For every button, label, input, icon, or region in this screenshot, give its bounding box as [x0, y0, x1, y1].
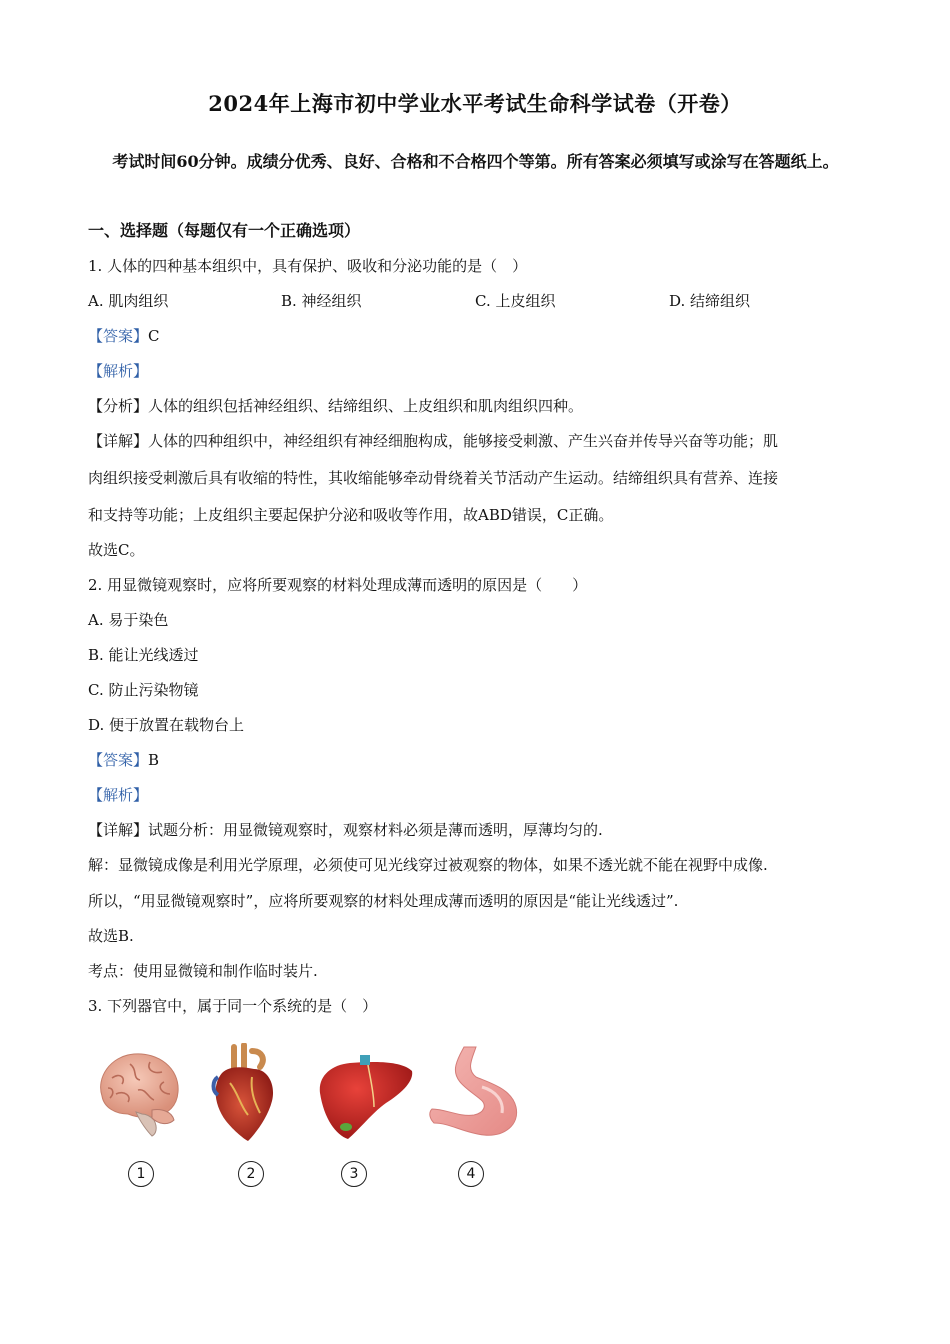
q1-option-d: D. 结缔组织 [669, 292, 751, 310]
q2-option-a: A. 易于染色 [88, 611, 169, 629]
q2-kaodian: 考点：使用显微镜和制作临时装片. [88, 962, 318, 980]
q3-stem: 3. 下列器官中，属于同一个系统的是（ ） [88, 997, 378, 1015]
q2-detail-line: 解：显微镜成像是利用光学原理，必须使可见光线穿过被观察的物体，如果不透光就不能在视野中成像. [88, 856, 768, 874]
q1-fenxi: 【分析】人体的组织包括神经组织、结缔组织、上皮组织和肌肉组织四种。 [88, 397, 584, 415]
q2-conclusion: 故选B. [88, 927, 134, 945]
q2-answer [88, 750, 159, 770]
q1-answer [88, 326, 160, 346]
q2-detail-line: 所以，“用显微镜观察时”，应将所要观察的材料处理成薄而透明的原因是“能让光线透过”. [88, 892, 679, 910]
answer-tag: 【答案】 [88, 751, 149, 769]
organ-label: 4 [458, 1161, 484, 1187]
q1-analysis-tag: 【解析】 [88, 362, 149, 380]
q1-detail-line: 和支持等功能；上皮组织主要起保护分泌和吸收等作用，故ABD错误，C正确。 [88, 506, 614, 524]
q2-option-c: C. 防止污染物镜 [88, 681, 199, 699]
liver-icon [316, 1053, 416, 1147]
organ-label: 3 [341, 1161, 367, 1187]
q1-conclusion: 故选C。 [88, 541, 145, 559]
answer-tag: 【答案】 [88, 327, 149, 345]
page-title: 2024年上海市初中学业水平考试生命科学试卷（开卷） [208, 91, 742, 116]
q2-detail-line: 【详解】试题分析：用显微镜观察时，观察材料必须是薄而透明，厚薄均匀的. [88, 821, 603, 839]
q1-option-c: C. 上皮组织 [475, 292, 556, 310]
answer-value: C [148, 327, 160, 345]
q1-option-b: B. 神经组织 [281, 292, 362, 310]
q2-option-b: B. 能让光线透过 [88, 646, 199, 664]
heart-icon [208, 1043, 278, 1147]
q1-stem: 1. 人体的四种基本组织中，具有保护、吸收和分泌功能的是（ ） [88, 257, 528, 275]
q1-detail-line: 肉组织接受刺激后具有收缩的特性，其收缩能够牵动骨绕着关节活动产生运动。结缔组织具有营养、连接 [88, 469, 779, 487]
q1-option-a: A. 肌肉组织 [88, 292, 169, 310]
section-heading: 一、选择题（每题仅有一个正确选项） [88, 221, 361, 240]
brain-icon [92, 1048, 184, 1144]
answer-value: B [148, 751, 160, 769]
exam-notice: 考试时间60分钟。成绩分优秀、良好、合格和不合格四个等第。所有答案必须填写或涂写在答题纸上。 [112, 152, 839, 171]
q2-stem: 2. 用显微镜观察时，应将所要观察的材料处理成薄而透明的原因是（ ） [88, 576, 588, 594]
organ-label: 1 [128, 1161, 154, 1187]
q2-analysis-tag: 【解析】 [88, 786, 149, 804]
stomach-icon [420, 1043, 524, 1147]
q1-detail-line: 【详解】人体的四种组织中，神经组织有神经细胞构成，能够接受刺激、产生兴奋并传导兴奋等功能；肌 [88, 432, 779, 450]
organ-label: 2 [238, 1161, 264, 1187]
q2-option-d: D. 便于放置在载物台上 [88, 716, 245, 734]
